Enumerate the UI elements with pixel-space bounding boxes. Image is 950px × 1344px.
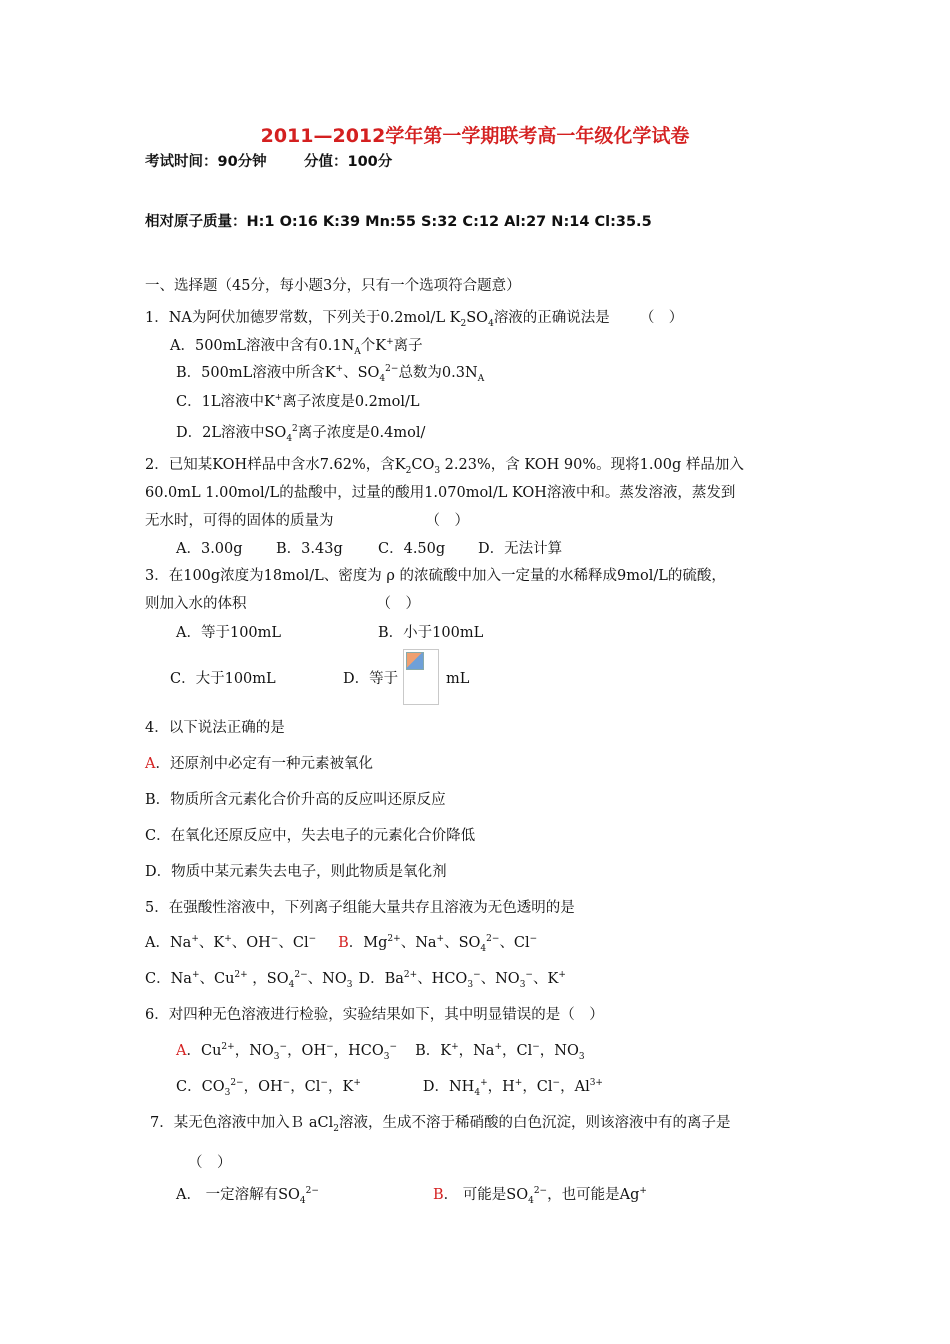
q3-option-c: C．大于100mL — [170, 671, 276, 687]
q2-option-a: A．3.00g — [176, 541, 243, 557]
q4-option-d: D．物质中某元素失去电子，则此物质是氧化剂 — [145, 864, 447, 880]
q3-option-b: B．小于100mL — [378, 625, 484, 641]
q2-line2: 60.0mL 1.00mol/L的盐酸中，过量的酸用1.070mol/L KOH溶液中和。蒸发溶液，蒸发到 — [145, 485, 736, 501]
q4-option-c: C．在氧化还原反应中，失去电子的元素化合价降低 — [145, 828, 476, 844]
q1-option-c: C．1L溶液中K+离子浓度是0.2mol/L — [176, 393, 420, 410]
q2-line1: 2．已知某KOH样品中含水7.62%，含$K_2CO_3$ 2.23%，含 KOH 90%。现将1.00g 样品加入 — [145, 457, 744, 476]
q6-options-ab: A．$Cu^{2+}$，$NO_3^-$，OH−，$HCO_3^-$ B．K+，Na+，Cl−，$NO_3$ — [176, 1042, 585, 1062]
q4-option-a: A．还原剂中必定有一种元素被氧化 — [145, 756, 373, 772]
q3-option-d-unit: mL — [446, 671, 470, 687]
image-icon — [406, 652, 424, 670]
q1-option-d: D．2L溶液中$SO_4^2$离子浓度是0.4mol/ — [176, 424, 426, 444]
q1-option-b: B．500mL溶液中所含K+、$SO_4^{2-}$总数为$0.3N_A$ — [176, 364, 485, 384]
q7-option-a: A． 一定溶解有$SO_4^{2-}$ — [176, 1186, 319, 1206]
broken-image-placeholder — [403, 649, 439, 705]
atomic-mass-line: 相对原子质量：H:1 O:16 K:39 Mn:55 S:32 C:12 Al:27 N:14 Cl:35.5 — [145, 214, 652, 230]
exam-title: 2011—2012学年第一学期联考高一年级化学试卷 — [260, 125, 690, 147]
q3-line1: 3．在100g浓度为18mol/L、密度为 ρ 的浓硫酸中加入一定量的水稀释成9mol/L的硫酸， — [145, 568, 726, 584]
q2-line3: 无水时，可得的固体的质量为 （ ） — [145, 513, 469, 529]
q1-stem: 1．NA为阿伏加德罗常数，下列关于0.2mol/L $K_2SO_4$溶液的正确说法是 （ ） — [145, 310, 684, 329]
q2-option-b: B．3.43g — [276, 541, 343, 557]
q4-option-b: B．物质所含元素化合价升高的反应叫还原反应 — [145, 792, 446, 808]
q6-options-cd: C．$CO_3^{2-}$，OH−，Cl−，K+ D．$NH_4^+$，H+，Cl−，$Al^{3+}$ — [176, 1078, 603, 1098]
q6-stem: 6．对四种无色溶液进行检验，实验结果如下，其中明显错误的是（ ） — [145, 1007, 604, 1023]
q7-paren: （ ） — [188, 1155, 232, 1171]
q5-options-cd: C．Na+、$Cu^{2+}$ ，$SO_4^{2-}$、$NO_3$ D．$Ba^{2+}$、$HCO_3^-$、$NO_3^-$、K+ — [145, 970, 566, 990]
exam-score: 分值：100分 — [304, 154, 393, 170]
q3-option-d: D．等于 — [343, 671, 399, 687]
section-heading: 一、选择题（45分，每小题3分，只有一个选项符合题意） — [145, 278, 521, 294]
q4-stem: 4．以下说法正确的是 — [145, 720, 285, 736]
q7-stem: 7．某无色溶液中加入Ｂ aCl$_2$溶液，生成不溶于稀硝酸的白色沉淀，则该溶液中有的离子是 — [150, 1115, 731, 1134]
exam-time: 考试时间：90分钟 — [145, 154, 267, 170]
q1-option-a: A．500mL溶液中含有$0.1N_A$个K+离子 — [170, 337, 423, 357]
q5-stem: 5．在强酸性溶液中，下列离子组能大量共存且溶液为无色透明的是 — [145, 900, 575, 916]
q3-option-a: A．等于100mL — [176, 625, 282, 641]
q7-option-b: B． 可能是$SO_4^{2-}$，也可能是Ag+ — [433, 1186, 647, 1206]
q3-line2: 则加入水的体积 （ ） — [145, 596, 420, 612]
q5-options-ab: A．Na+、K+、OH−、Cl− B．$Mg^{2+}$、Na+、$SO_4^{2-}$、Cl− — [145, 934, 538, 954]
q2-option-d: D．无法计算 — [478, 541, 563, 557]
q2-option-c: C．4.50g — [378, 541, 446, 557]
